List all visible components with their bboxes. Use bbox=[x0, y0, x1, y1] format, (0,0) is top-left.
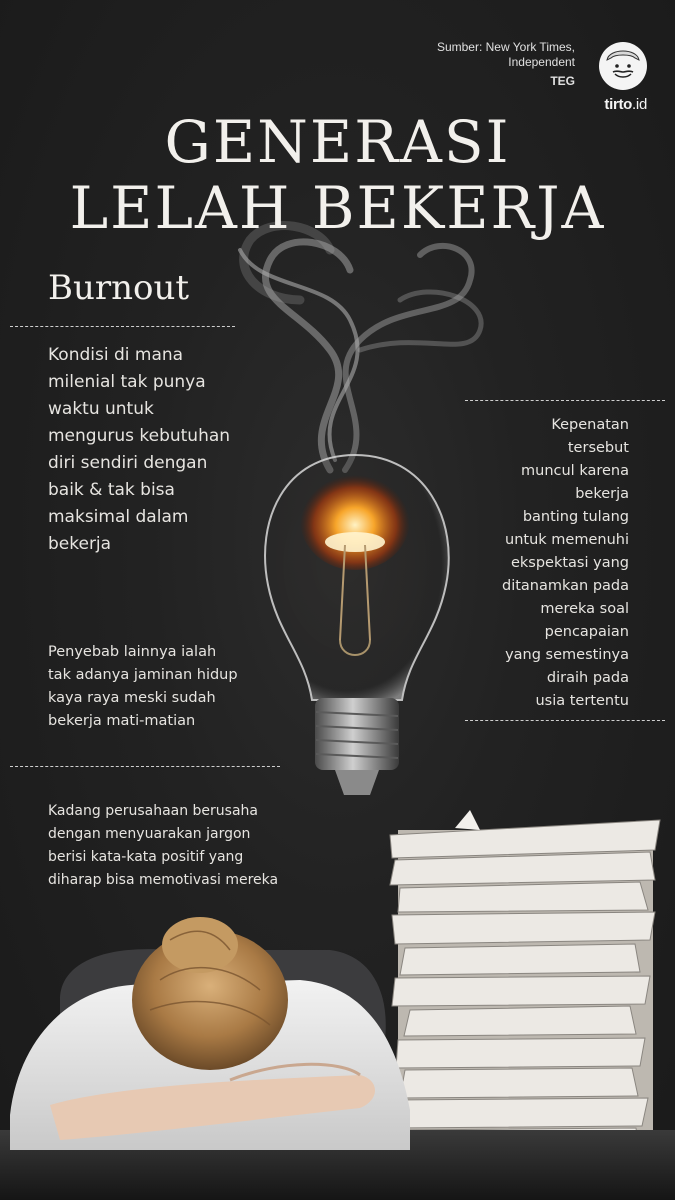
text-line: pencapaian bbox=[544, 624, 629, 640]
text-line: dengan menyuarakan jargon bbox=[48, 826, 251, 842]
source-line-2: Independent bbox=[508, 55, 575, 69]
text-line: baik & tak bisa bbox=[48, 480, 175, 500]
text-line: bekerja bbox=[48, 534, 112, 554]
text-line: diharap bisa memotivasi mereka bbox=[48, 872, 279, 888]
author-initials: TEG bbox=[550, 74, 575, 88]
divider-4 bbox=[10, 766, 280, 767]
text-line: ditanamkan pada bbox=[501, 578, 629, 594]
text-line: berisi kata-kata positif yang bbox=[48, 849, 244, 865]
divider-3 bbox=[465, 720, 665, 721]
title-line-1: GENERASI bbox=[164, 108, 511, 176]
brand-logo-text: tirto bbox=[604, 96, 633, 113]
text-line: banting tulang bbox=[522, 509, 629, 525]
text-line: diraih pada bbox=[546, 670, 629, 686]
text-line: Kepenatan bbox=[551, 417, 629, 433]
text-line: untuk memenuhi bbox=[505, 532, 629, 548]
text-line: muncul karena bbox=[521, 463, 629, 479]
text-line: kaya raya meski sudah bbox=[48, 690, 216, 706]
text-line: yang semestinya bbox=[505, 647, 629, 663]
text-line: bekerja bbox=[575, 486, 629, 502]
text-line: tersebut bbox=[567, 440, 629, 456]
text-line: waktu untuk bbox=[48, 399, 154, 419]
text-line: milenial tak punya bbox=[48, 372, 206, 392]
exhausted-worker-icon bbox=[10, 917, 410, 1150]
burning-lightbulb-icon bbox=[265, 455, 449, 795]
text-line: mengurus kebutuhan bbox=[48, 426, 231, 446]
paragraph-other-cause bbox=[48, 641, 288, 733]
section-heading: Burnout bbox=[48, 268, 190, 308]
paper-stack-icon bbox=[390, 810, 660, 1160]
divider-1 bbox=[10, 326, 235, 327]
title-line-2: LELAH BEKERJA bbox=[69, 174, 606, 242]
text-line: bekerja mati-matian bbox=[48, 713, 196, 729]
paragraph-cause bbox=[479, 414, 629, 713]
text-line: diri sendiri dengan bbox=[48, 453, 208, 473]
text-line: ekspektasi yang bbox=[510, 555, 629, 571]
text-line: tak adanya jaminan hidup bbox=[48, 667, 238, 683]
divider-2 bbox=[465, 400, 665, 401]
text-line: Kondisi di mana bbox=[48, 345, 184, 365]
source-line-1: Sumber: New York Times, bbox=[436, 40, 575, 54]
text-line: Kadang perusahaan berusaha bbox=[48, 803, 258, 819]
text-line: mereka soal bbox=[540, 601, 629, 617]
text-line: usia tertentu bbox=[535, 693, 629, 709]
text-line: maksimal dalam bbox=[48, 507, 189, 527]
text-line: Penyebab lainnya ialah bbox=[48, 644, 217, 660]
source-credit bbox=[375, 40, 575, 70]
brand-logo-suffix: .id bbox=[632, 96, 647, 113]
paragraph-definition bbox=[48, 342, 278, 558]
paragraph-company-jargon bbox=[48, 800, 308, 892]
